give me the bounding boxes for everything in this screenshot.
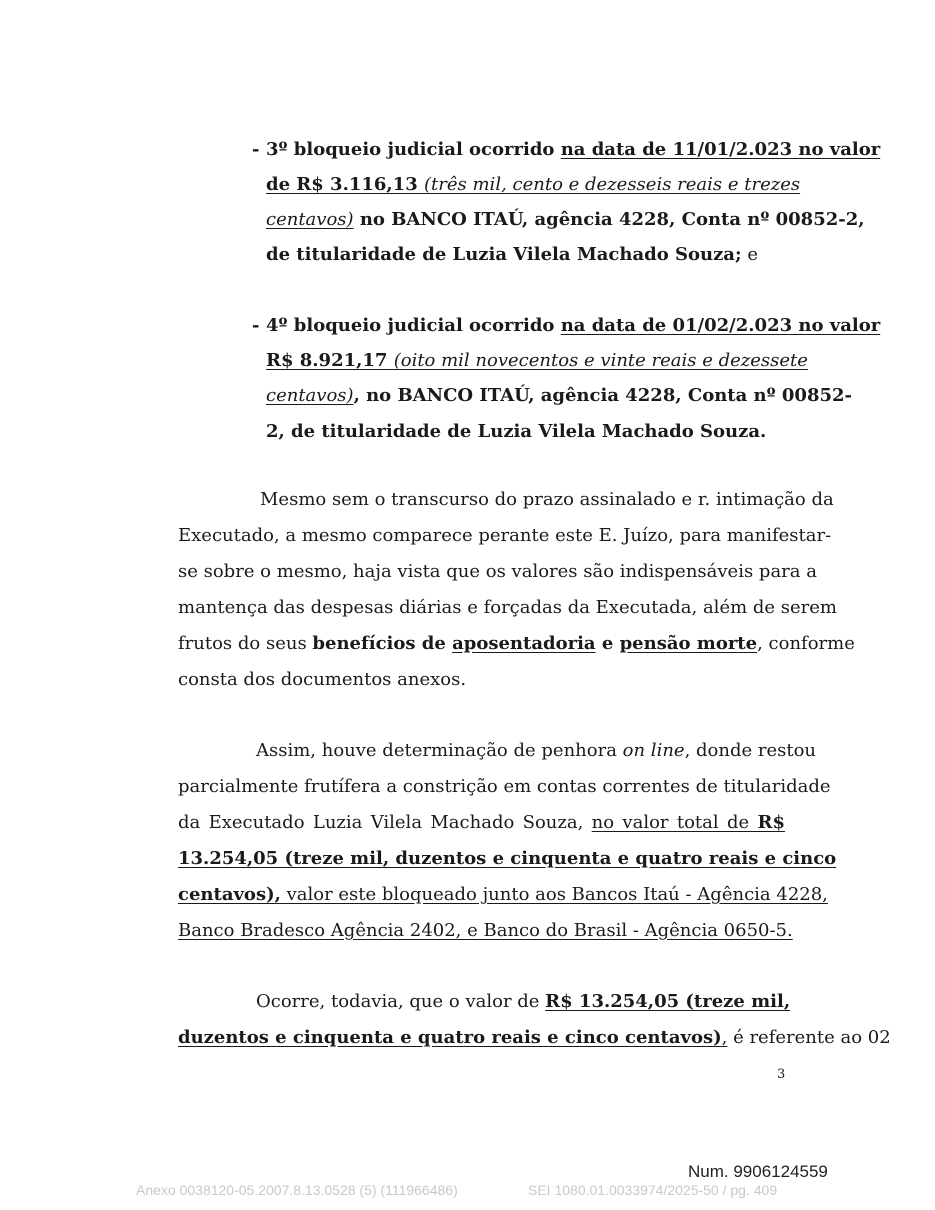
item3-line3: centavos) no BANCO ITAÚ, agência 4228, Conta nº 00852-2, <box>266 209 865 230</box>
para3-line2: duzentos e cinquenta e quatro reais e cinco centavos), é referente ao 02 <box>178 1027 891 1048</box>
para2-line4: 13.254,05 (treze mil, duzentos e cinquenta e quatro reais e cinco <box>178 848 837 869</box>
para2-line6: Banco Bradesco Agência 2402, e Banco do Brasil - Agência 0650-5. <box>178 920 793 941</box>
bullet-dash: - <box>252 315 260 336</box>
para1-line2: Executado, a mesmo comparece perante este E. Juízo, para manifestar- <box>178 525 832 546</box>
para1-line5: frutos do seus benefícios de aposentadoria e pensão morte, conforme <box>178 633 855 654</box>
item3-line1: 3º bloqueio judicial ocorrido na data de 11/01/2.023 no valor <box>266 139 881 160</box>
para2-line3: da Executado Luzia Vilela Machado Souza, no valor total de R$ <box>178 812 785 833</box>
para1-line1: Mesmo sem o transcurso do prazo assinalado e r. intimação da <box>260 489 834 510</box>
para3-line1: Ocorre, todavia, que o valor de R$ 13.254,05 (treze mil, <box>256 991 791 1012</box>
item4-line4: 2, de titularidade de Luzia Vilela Machado Souza. <box>266 421 767 442</box>
para2-line1: Assim, houve determinação de penhora on line, donde restou <box>256 740 817 761</box>
para1-line6: consta dos documentos anexos. <box>178 669 467 690</box>
item4-line3: centavos), no BANCO ITAÚ, agência 4228, Conta nº 00852- <box>266 385 852 406</box>
item3-line2: de R$ 3.116,13 (três mil, cento e dezesseis reais e trezes <box>266 174 801 195</box>
item4-line1: 4º bloqueio judicial ocorrido na data de 01/02/2.023 no valor <box>266 315 881 336</box>
document-number: Num. 9906124559 <box>688 1162 828 1181</box>
para1-line4: mantença das despesas diárias e forçadas da Executada, além de serem <box>178 597 837 618</box>
page-number: 3 <box>777 1067 786 1082</box>
para2-line5: centavos), valor este bloqueado junto aos Bancos Itaú - Agência 4228, <box>178 884 828 905</box>
para2-line2: parcialmente frutífera a constrição em contas correntes de titularidade <box>178 776 831 797</box>
sei-reference: SEI 1080.01.0033974/2025-50 / pg. 409 <box>528 1182 778 1198</box>
item3-line4: de titularidade de Luzia Vilela Machado Souza; e <box>266 244 758 265</box>
bullet-dash: - <box>252 139 260 160</box>
para1-line3: se sobre o mesmo, haja vista que os valores são indispensáveis para a <box>178 561 817 582</box>
item4-line2: R$ 8.921,17 (oito mil novecentos e vinte reais e dezessete <box>266 350 808 371</box>
annex-reference: Anexo 0038120-05.2007.8.13.0528 (5) (111966486) <box>136 1182 458 1198</box>
